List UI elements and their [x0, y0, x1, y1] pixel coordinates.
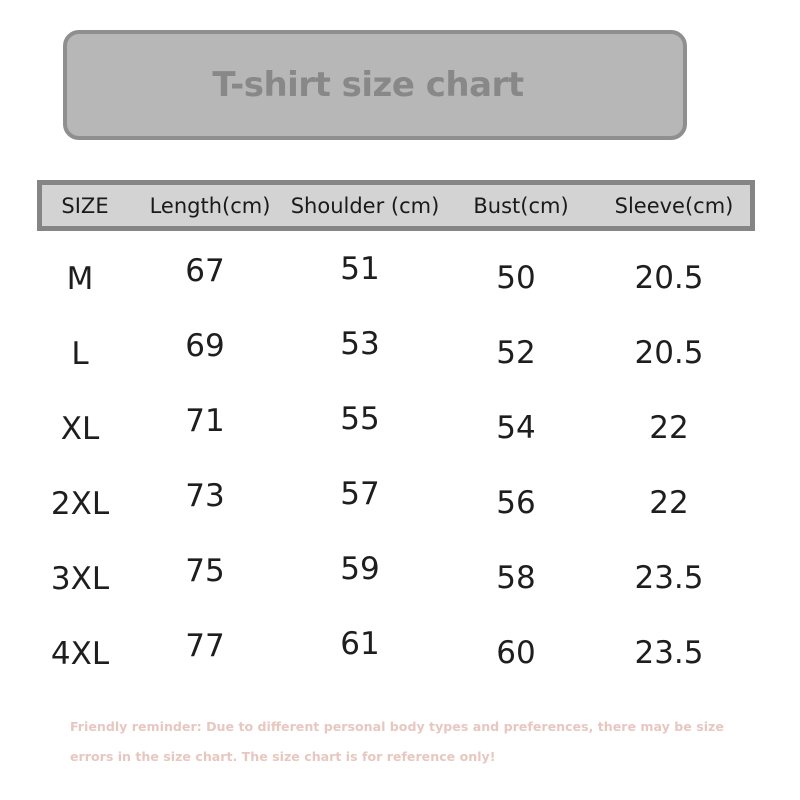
title-banner [63, 30, 687, 140]
size-table [37, 180, 755, 695]
cell-bust: 56 [496, 485, 536, 521]
header-sleeve: Sleeve(cm) [614, 194, 734, 218]
size-reminder-note: Friendly reminder: Due to different personal body types and preferences, there may be size errors in the size chart. The size chart is for reference only! [70, 719, 724, 764]
cell-length: 71 [185, 403, 225, 439]
table-row [37, 395, 755, 470]
cell-size: 2XL [50, 486, 110, 522]
cell-size: XL [60, 411, 100, 447]
cell-shoulder: 53 [340, 326, 380, 362]
header-length: Length(cm) [149, 194, 271, 218]
table-header-row [37, 180, 755, 231]
cell-sleeve: 23.5 [634, 560, 704, 596]
cell-shoulder: 61 [340, 626, 380, 662]
cell-bust: 60 [496, 635, 536, 671]
header-bust: Bust(cm) [473, 194, 569, 218]
cell-length: 73 [185, 478, 225, 514]
cell-length: 69 [185, 328, 225, 364]
cell-size: L [71, 336, 89, 372]
cell-sleeve: 23.5 [634, 635, 704, 671]
cell-length: 67 [185, 253, 225, 289]
table-row [37, 320, 755, 395]
cell-bust: 58 [496, 560, 536, 596]
header-size: SIZE [61, 194, 109, 218]
cell-length: 77 [185, 628, 225, 664]
table-row [37, 545, 755, 620]
cell-length: 75 [185, 553, 225, 589]
cell-bust: 54 [496, 410, 536, 446]
cell-size: M [66, 261, 94, 297]
cell-size: 4XL [50, 636, 110, 672]
cell-sleeve: 20.5 [634, 260, 704, 296]
cell-sleeve: 22 [649, 410, 689, 446]
cell-shoulder: 57 [340, 476, 380, 512]
table-row [37, 245, 755, 320]
header-shoulder: Shoulder (cm) [290, 194, 440, 218]
cell-bust: 52 [496, 335, 536, 371]
cell-bust: 50 [496, 260, 536, 296]
table-row [37, 620, 755, 695]
cell-sleeve: 22 [649, 485, 689, 521]
cell-shoulder: 51 [340, 251, 380, 287]
cell-shoulder: 59 [340, 551, 380, 587]
cell-shoulder: 55 [340, 401, 380, 437]
table-row [37, 470, 755, 545]
cell-size: 3XL [50, 561, 110, 597]
page-title: T-shirt size chart [212, 65, 524, 105]
cell-sleeve: 20.5 [634, 335, 704, 371]
